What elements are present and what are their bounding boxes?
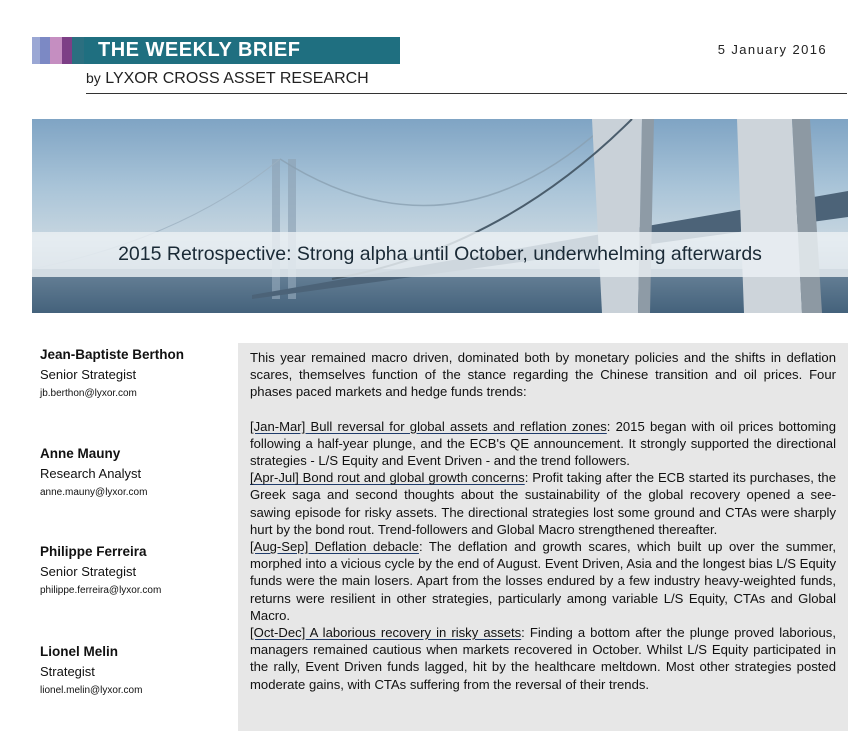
banner-image xyxy=(32,119,848,313)
subtitle-by: by xyxy=(86,70,101,86)
section-heading: [Apr-Jul] Bond rout and global growth concerns xyxy=(250,470,525,486)
intro-paragraph: This year remained macro driven, dominated both by monetary policies and the shifts in deflation scares, themselves function of the stance regarding the Chinese transition and oil prices. Four phases paced markets and hedge funds trends: xyxy=(250,350,836,400)
author-name: Lionel Melin xyxy=(40,644,119,659)
author-email[interactable]: lionel.melin@lyxor.com xyxy=(40,685,143,696)
stripe xyxy=(62,37,72,64)
author-card xyxy=(40,446,147,498)
author-card xyxy=(40,347,184,399)
section-paragraph xyxy=(250,469,836,538)
section-heading: [Jan-Mar] Bull reversal for global assets and reflation zones xyxy=(250,418,607,434)
author-role: Research Analyst xyxy=(40,466,142,481)
author-name: Anne Mauny xyxy=(40,446,121,461)
stripe xyxy=(50,37,62,64)
author-email[interactable]: philippe.ferreira@lyxor.com xyxy=(40,585,162,596)
stripe xyxy=(40,37,50,64)
author-role: Senior Strategist xyxy=(40,367,137,382)
publication-title: THE WEEKLY BRIEF xyxy=(84,37,400,64)
section-text: : Finding a bottom after the plunge proved laborious, managers remained cautious when markets recovered in October. Whilst L/S Equity participated in the rally, Event Driven funds lagged, hit by the healthcare meltdown. Most other strategies posted moderate gains, with CTAs suffering from the reversal of their trends. xyxy=(250,625,836,692)
author-card xyxy=(40,544,161,596)
section-paragraph xyxy=(250,418,836,470)
publication-date: 5 January 2016 xyxy=(717,42,827,57)
header-divider xyxy=(86,93,847,94)
article-body xyxy=(238,343,848,731)
author-card xyxy=(40,644,142,696)
banner-title: 2015 Retrospective: Strong alpha until October, underwhelming afterwards xyxy=(118,243,762,265)
publication-subtitle xyxy=(86,70,369,88)
section-heading: [Aug-Sep] Deflation debacle xyxy=(250,539,419,555)
author-name: Jean-Baptiste Berthon xyxy=(40,347,185,362)
stripe xyxy=(32,37,40,64)
section-text: : Profit taking after the ECB started its purchases, the Greek saga and second thoughts about the sustainability of the global recovery opened a see-sawing episode for risky assets. The directional strategies lost some ground and CTAs were sharply hurt by the bond rout. Trend-followers and Global Macro strengthened thereafter. xyxy=(250,470,836,537)
author-role: Strategist xyxy=(40,664,95,679)
author-email[interactable]: jb.berthon@lyxor.com xyxy=(40,388,137,399)
author-email[interactable]: anne.mauny@lyxor.com xyxy=(40,487,148,498)
section-paragraph xyxy=(250,538,836,624)
section-paragraph xyxy=(250,624,836,693)
subtitle-org: LYXOR CROSS ASSET RESEARCH xyxy=(105,70,369,87)
section-text: : 2015 began with oil prices bottoming following a half-year plunge, and the ECB's QE announcement. It strongly supported the directional strategies - L/S Equity and Event Driven - and the trend followers. xyxy=(250,418,836,469)
header-color-stripes xyxy=(32,37,84,64)
stripe xyxy=(72,37,84,64)
section-text: : The deflation and growth scares, which built up over the summer, morphed into a vicious cycle by the end of August. Event Driven, Asia and the longest bias L/S Equity funds were the main losers. Apart from the losses endured by a few industry heavy-weighted funds, returns were resilient in other strategies, particularly among variable L/S Equity, CTAs and Global Macro. xyxy=(250,539,836,623)
bridge-illustration xyxy=(32,119,848,313)
section-heading: [Oct-Dec] A laborious recovery in risky assets xyxy=(250,625,522,641)
paragraph-gap xyxy=(250,401,836,418)
author-name: Philippe Ferreira xyxy=(40,544,147,559)
author-role: Senior Strategist xyxy=(40,564,137,579)
